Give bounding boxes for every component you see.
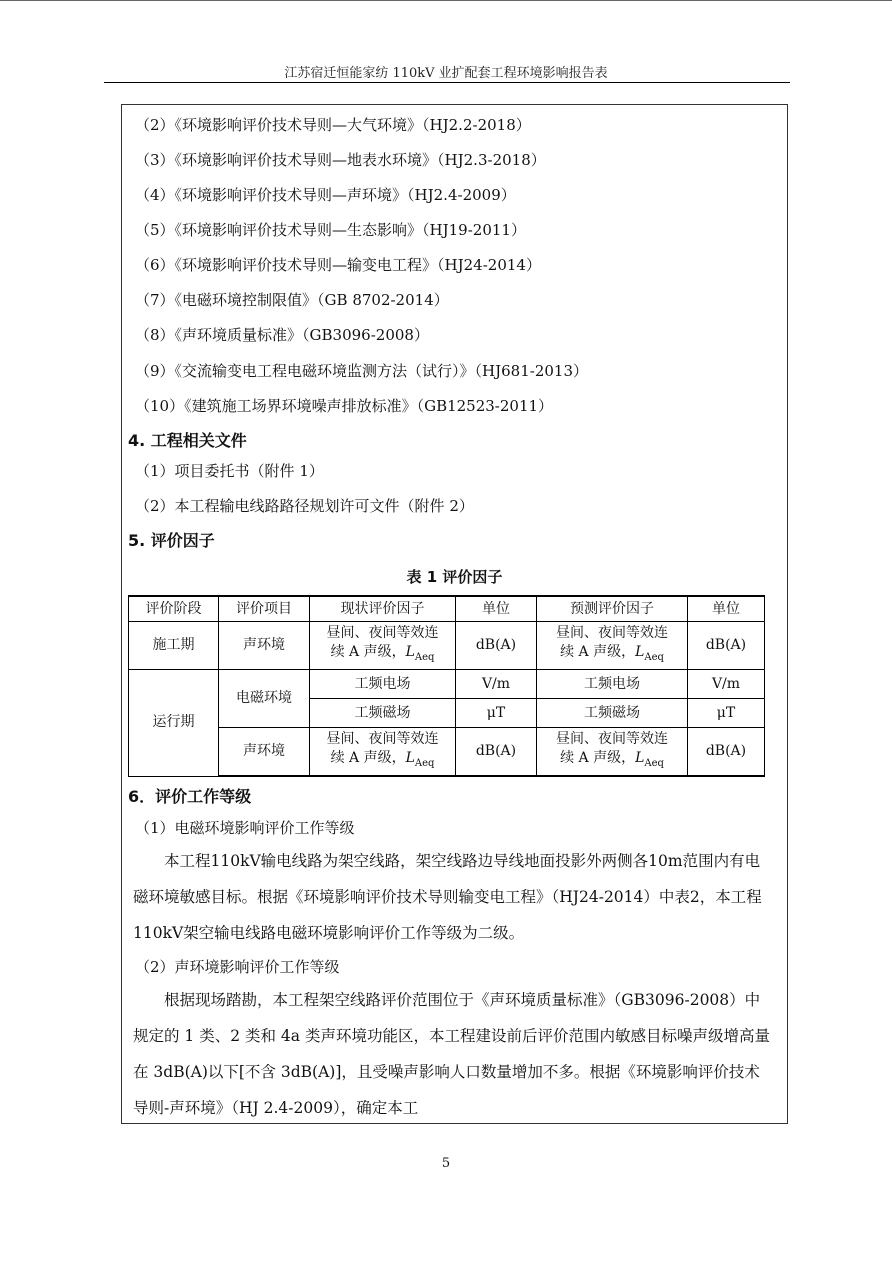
page-top-edge xyxy=(0,0,892,1)
subsection-heading: （2）声环境影响评价工作等级 xyxy=(135,958,340,976)
header-rule xyxy=(104,82,790,83)
factor-cell: 昼间、夜间等效连 续 A 声级，$L_{Aeq}$ xyxy=(537,728,688,777)
running-header: 江苏宿迁恒能家纺 110kV 业扩配套工程环境影响报告表 xyxy=(284,66,608,81)
factor-cell: 工频电场 xyxy=(537,670,688,699)
related-document-item: （2）本工程输电线路路径规划许可文件（附件 2） xyxy=(135,497,474,515)
related-document-item: （1）项目委托书（附件 1） xyxy=(135,462,324,480)
column-header: 单位 xyxy=(688,596,765,622)
standard-item: （2）《环境影响评价技术导则—大气环境》（HJ2.2-2018） xyxy=(135,116,531,134)
standard-item: （6）《环境影响评价技术导则—输变电工程》（HJ24-2014） xyxy=(135,256,541,274)
section-6-heading: 6．评价工作等级 xyxy=(128,787,252,806)
table-row xyxy=(129,728,765,777)
standard-item: （3）《环境影响评价技术导则—地表水环境》（HJ2.3-2018） xyxy=(135,151,546,169)
unit-cell: μT xyxy=(688,699,765,728)
section-5-heading: 5. 评价因子 xyxy=(128,531,215,550)
standard-item: （7）《电磁环境控制限值》（GB 8702-2014） xyxy=(135,291,449,309)
column-header: 现状评价因子 xyxy=(310,596,456,622)
subsection-heading: （1）电磁环境影响评价工作等级 xyxy=(135,819,355,837)
item-cell: 声环境 xyxy=(219,622,310,670)
factor-cell: 昼间、夜间等效连 续 A 声级，$L_{Aeq}$ xyxy=(537,622,688,670)
factor-cell: 工频磁场 xyxy=(537,699,688,728)
item-cell: 声环境 xyxy=(219,728,310,777)
page-number: 5 xyxy=(441,1156,451,1171)
column-header: 预测评价因子 xyxy=(537,596,688,622)
standard-item: （10）《建筑施工场界环境噪声排放标准》（GB12523-2011） xyxy=(135,397,554,415)
unit-cell: V/m xyxy=(688,670,765,699)
table-title: 表 1 评价因子 xyxy=(406,568,503,586)
paragraph-em-level: 本工程110kV输电线路为架空线路，架空线路边导线地面投影外两侧各10m范围内有电磁环境敏感目标。根据《环境影响评价技术导则输变电工程》（HJ24-2014）中表2，本工程110kV架空输电线路电磁环境影响评价工作等级为二级。 xyxy=(133,852,762,942)
factor-cell: 工频电场 xyxy=(310,670,456,699)
item-cell: 电磁环境 xyxy=(219,670,310,728)
column-header: 单位 xyxy=(456,596,537,622)
unit-cell: dB(A) xyxy=(456,728,537,777)
evaluation-factors-table xyxy=(128,595,765,777)
table-header-row xyxy=(129,596,765,622)
factor-cell: 昼间、夜间等效连 续 A 声级，$L_{Aeq}$ xyxy=(310,622,456,670)
column-header: 评价项目 xyxy=(219,596,310,622)
standard-item: （4）《环境影响评价技术导则—声环境》（HJ2.4-2009） xyxy=(135,186,516,204)
section-4-heading: 4. 工程相关文件 xyxy=(128,431,247,450)
unit-cell: dB(A) xyxy=(688,728,765,777)
factor-cell: 昼间、夜间等效连 续 A 声级，$L_{Aeq}$ xyxy=(310,728,456,777)
unit-cell: dB(A) xyxy=(688,622,765,670)
standard-item: （9）《交流输变电工程电磁环境监测方法（试行）》（HJ681-2013） xyxy=(135,362,589,380)
unit-cell: μT xyxy=(456,699,537,728)
paragraph-noise-level: 根据现场踏勘，本工程架空线路评价范围位于《声环境质量标准》（GB3096-2008）中规定的 1 类、2 类和 4a 类声环境功能区，本工程建设前后评价范围内敏感目标噪声级增高量在 3dB(A)以下[不含 3dB(A)]，且受噪声影响人口数量增加不多。根据《环境影响评价技术导则-声环境》（HJ 2.4-2009），确定本工 xyxy=(133,991,770,1117)
standard-item: （5）《环境影响评价技术导则—生态影响》（HJ19-2011） xyxy=(135,221,526,239)
table-row xyxy=(129,622,765,670)
stage-cell: 施工期 xyxy=(129,622,219,670)
column-header: 评价阶段 xyxy=(129,596,219,622)
table-row xyxy=(129,670,765,699)
stage-cell: 运行期 xyxy=(129,670,219,777)
unit-cell: dB(A) xyxy=(456,622,537,670)
standard-item: （8）《声环境质量标准》（GB3096-2008） xyxy=(135,326,429,344)
factor-cell: 工频磁场 xyxy=(310,699,456,728)
unit-cell: V/m xyxy=(456,670,537,699)
